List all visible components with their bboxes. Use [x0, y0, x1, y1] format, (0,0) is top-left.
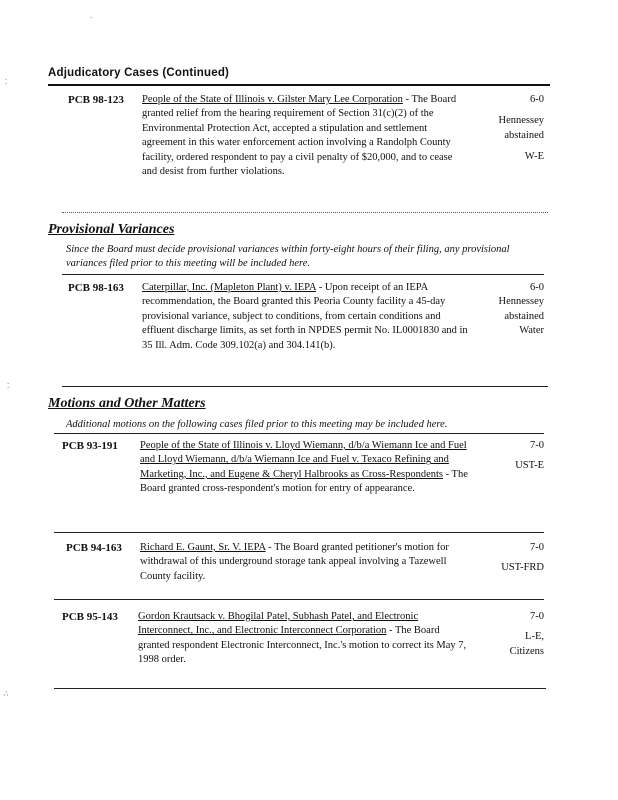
case-type: UST-E — [515, 460, 544, 472]
section-title-rule — [48, 84, 550, 86]
vote-block — [470, 281, 544, 339]
vote-abstained-label: abstained — [504, 310, 544, 322]
case-number: PCB 93-191 — [62, 440, 118, 452]
case-type: L-E, — [525, 631, 544, 643]
case-description: Richard E. Gaunt, Sr. V. IEPA - The Board granted petitioner's motion for withdrawal of this underground storage tank appeal involving a Tazewell County facility. — [140, 542, 449, 582]
scan-mark: ∴ — [4, 690, 9, 698]
provisional-note: Since the Board must decide provisional variances within forty-eight hours of their filing, any provisional variances filed prior to this meeting will be included here. — [66, 244, 510, 269]
scan-mark: ⁚ — [7, 382, 10, 390]
vote-abstained-label: abstained — [504, 129, 544, 141]
case-text: The Board granted relief from the hearing requirement of Section 31(c)(2) of the Environmental Protection Act, accepted a stipulation and settlement agreement in this water enforcement action involving a Randolph County facility, ordered respondent to pay a civil penalty of $20,000, and to cease and desist from further violations. — [142, 94, 457, 178]
divider — [62, 386, 548, 387]
vote-abstained-member: Hennessey — [498, 296, 544, 308]
case-number: PCB 98-163 — [68, 282, 124, 294]
case-title: People of the State of Illinois v. Lloyd Wiemann, d/b/a Wiemann Ice and Fuel and Lloyd Wiemann, d/b/a Wiemann Ice and Fuel v. Texaco Refining and Marketing, Inc., and Eugene & Cheryl Halbrooks as Cross-Respondents — [140, 440, 467, 480]
case-title: People of the State of Illinois v. Gilster Mary Lee Corporation — [142, 94, 403, 105]
divider — [62, 274, 544, 275]
provisional-variances-heading: Provisional Variances — [48, 222, 175, 237]
motions-note: Additional motions on the following cases filed prior to this meeting may be included here. — [66, 419, 448, 430]
case-type: W-E — [524, 151, 544, 163]
case-description: People of the State of Illinois v. Lloyd Wiemann, d/b/a Wiemann Ice and Fuel and Lloyd Wiemann, d/b/a Wiemann Ice and Fuel v. Texaco Refining and Marketing, Inc., and Eugene & Cheryl Halbrooks as Cross-Respondents - The Board granted cross-respondent's motion for entry of appearance. — [140, 440, 468, 495]
divider — [54, 433, 544, 434]
case-number: PCB 98-123 — [68, 94, 124, 106]
scan-mark: ⁚ — [5, 78, 8, 86]
vote-block — [470, 541, 544, 576]
case-title: Gordon Krautsack v. Bhogilal Patel, Subhash Patel, and Electronic Interconnect, Inc., and Electronic Interconnect Corporation — [138, 611, 419, 637]
vote-count: 6-0 — [530, 282, 544, 293]
vote-count: 7-0 — [530, 542, 544, 553]
divider — [54, 599, 544, 600]
case-type: UST-FRD — [501, 562, 544, 574]
vote-block — [470, 610, 544, 659]
case-text: The Board granted cross-respondent's motion for entry of appearance. — [140, 468, 468, 495]
case-description: Gordon Krautsack v. Bhogilal Patel, Subhash Patel, and Electronic Interconnect, Inc., and Electronic Interconnect Corporation - The Board granted respondent Electronic Interconnect, Inc.'s motion to correct its May 7, 1998 order. — [138, 611, 467, 666]
vote-block — [470, 439, 544, 474]
case-number: PCB 95-143 — [62, 611, 118, 623]
vote-count: 7-0 — [530, 440, 544, 451]
case-text: The Board granted petitioner's motion for withdrawal of this underground storage tank appeal involving a Tazewell County facility. — [140, 542, 449, 582]
scan-mark: · — [90, 14, 93, 22]
divider — [62, 212, 548, 213]
case-description: People of the State of Illinois v. Gilster Mary Lee Corporation - The Board granted relief from the hearing requirement of Section 31(c)(2) of the Environmental Protection Act, accepted a stipulation and settlement agreement in this water enforcement action involving a Randolph County facility, ordered respondent to pay a civil penalty of $20,000, and to cease and desist from further violations. — [142, 94, 457, 178]
vote-count: 7-0 — [530, 611, 544, 622]
divider — [54, 532, 544, 533]
case-type: Water — [519, 325, 544, 337]
case-text: Upon receipt of an IEPA recommendation, the Board granted this Peoria County facility a 45-day provisional variance, subject to conditions, from certain conditions and effluent discharge limits, as set forth in NPDES permit No. IL0001830 and in 35 Ill. Adm. Code 309.102(a) and 304.141(b). — [142, 282, 468, 351]
case-title: Caterpillar, Inc. (Mapleton Plant) v. IEPA — [142, 282, 317, 293]
case-type-2: Citizens — [509, 645, 544, 657]
case-title: Richard E. Gaunt, Sr. V. IEPA — [140, 542, 266, 553]
case-description: Caterpillar, Inc. (Mapleton Plant) v. IEPA - Upon receipt of an IEPA recommendation, the Board granted this Peoria County facility a 45-day provisional variance, subject to conditions, from certain conditions and effluent discharge limits, as set forth in NPDES permit No. IL0001830 and in 35 Ill. Adm. Code 309.102(a) and 304.141(b). — [142, 282, 468, 351]
vote-abstained-member: Hennessey — [498, 115, 544, 127]
motions-heading: Motions and Other Matters — [48, 396, 206, 411]
case-number: PCB 94-163 — [66, 542, 122, 554]
case-text: The Board granted respondent Electronic Interconnect, Inc.'s motion to correct its May 7, 1998 order. — [138, 625, 467, 666]
section-title: Adjudicatory Cases (Continued) — [48, 67, 230, 79]
vote-count: 6-0 — [530, 94, 544, 105]
vote-block — [470, 93, 544, 165]
divider — [54, 688, 546, 689]
